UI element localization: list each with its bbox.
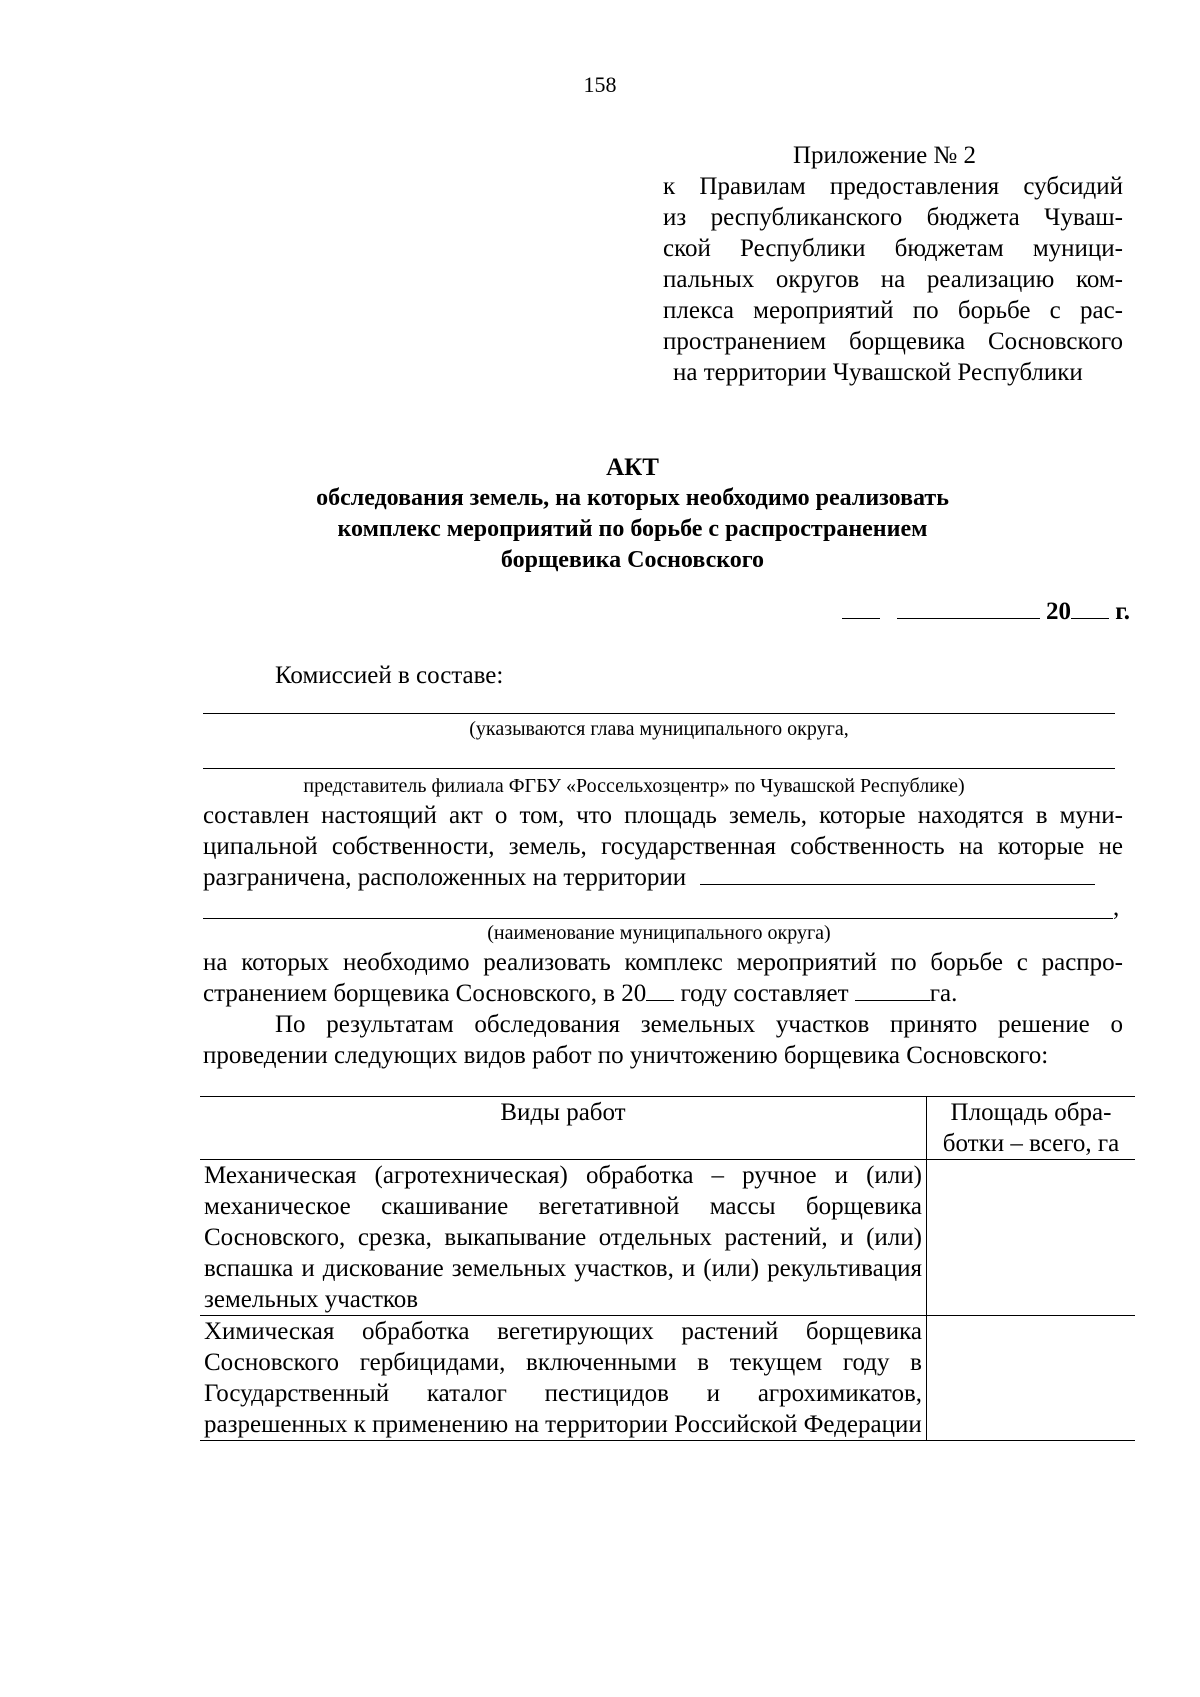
area-blank[interactable]	[855, 978, 930, 1001]
territory-blank[interactable]	[700, 862, 1095, 885]
table-row	[200, 1160, 1135, 1316]
area-cell[interactable]	[927, 1160, 1136, 1316]
appendix-block	[663, 140, 1123, 388]
year-prefix: 20	[1045, 598, 1071, 625]
act-subtitle-line: комплекс мероприятий по борьбе с распространением	[337, 516, 928, 542]
year-blank-2[interactable]	[646, 978, 674, 1001]
paragraph2-line: на которых необходимо реализовать комплекс мероприятий по борьбе с распро-	[203, 949, 1123, 976]
paragraph1-last-line	[203, 862, 1123, 893]
header-area: Площадь обра-ботки – всего, га	[942, 1099, 1120, 1157]
appendix-line: пальных округов на реализацию ком-	[663, 266, 1123, 293]
caption-rep: представитель филиала ФГБУ «Россельхозцентр» по Чувашской Республике)	[303, 775, 965, 797]
appendix-line: пространением борщевика Сосновского	[663, 328, 1123, 355]
caption-municipality: (наименование муниципального округа)	[487, 922, 831, 944]
works-table-wrapper	[200, 1096, 1135, 1441]
act-heading	[200, 452, 1065, 576]
appendix-line: к Правилам предоставления субсидий	[663, 173, 1123, 200]
paragraph3-text: По результатам обследования земельных участков принято решение о	[275, 1011, 1123, 1038]
date-line	[800, 596, 1130, 626]
commission-line-2[interactable]	[203, 768, 1115, 769]
paragraph2-text-c: га.	[929, 980, 958, 1007]
commission-label: Комиссией в составе:	[275, 662, 504, 689]
page-number: 158	[583, 72, 617, 97]
appendix-title: Приложение № 2	[793, 142, 977, 169]
act-subtitle-line: обследования земель, на которых необходимо реализовать	[316, 485, 949, 511]
appendix-line: ской Республики бюджетам муници-	[663, 235, 1123, 262]
paragraph1-line: ципальной собственности, земель, государственная собственность на которые не	[203, 833, 1123, 860]
paragraph2-text-a: странением борщевика Сосновского, в 20	[203, 980, 647, 1007]
header-works: Виды работ	[200, 1097, 927, 1160]
paragraph2-text-b: году составляет	[674, 980, 855, 1007]
caption-head: (указываются глава муниципального округа,	[469, 718, 849, 740]
paragraph3-line: проведении следующих видов работ по уничтожению борщевика Сосновского:	[203, 1042, 1049, 1069]
works-table	[200, 1096, 1135, 1441]
year-blank[interactable]	[1071, 596, 1109, 619]
paragraph1-last-text: разграничена, расположенных на территории	[203, 864, 687, 891]
appendix-line: на территории Чувашской Республики	[673, 359, 1083, 386]
municipality-line[interactable]	[203, 918, 1113, 919]
work-cell: Химическая обработка вегетирующих растений борщевика Сосновского гербицидами, включенными в текущем году в Государственный каталог пестицидов и агрохимикатов, разрешенных к применению на территории Российской Федерации	[200, 1316, 927, 1441]
month-blank[interactable]	[897, 596, 1040, 619]
table-header-row	[200, 1097, 1135, 1160]
municipality-comma: ,	[1113, 894, 1120, 921]
day-blank[interactable]	[842, 596, 880, 619]
work-cell: Механическая (агротехническая) обработка – ручное и (или) механическое скашивание вегетативной массы борщевика Сосновского, срезка, выкапывание отдельных растений, и (или) вспашка и дискование земельных участков, и (или) рекультивация земельных участков	[200, 1160, 927, 1316]
table-row	[200, 1316, 1135, 1441]
commission-line-1[interactable]	[203, 713, 1115, 714]
year-suffix: г.	[1108, 598, 1130, 625]
paragraph1-line: составлен настоящий акт о том, что площадь земель, которые находятся в муни-	[203, 802, 1123, 829]
appendix-line: плекса мероприятий по борьбе с рас-	[663, 297, 1123, 324]
area-cell[interactable]	[927, 1316, 1136, 1441]
act-subtitle-line: борщевика Сосновского	[500, 547, 765, 573]
paragraph2-line2	[203, 978, 1123, 1009]
paragraph3-line	[203, 1009, 1123, 1040]
act-title: АКТ	[606, 454, 659, 481]
appendix-line: из республиканского бюджета Чуваш-	[663, 204, 1123, 231]
